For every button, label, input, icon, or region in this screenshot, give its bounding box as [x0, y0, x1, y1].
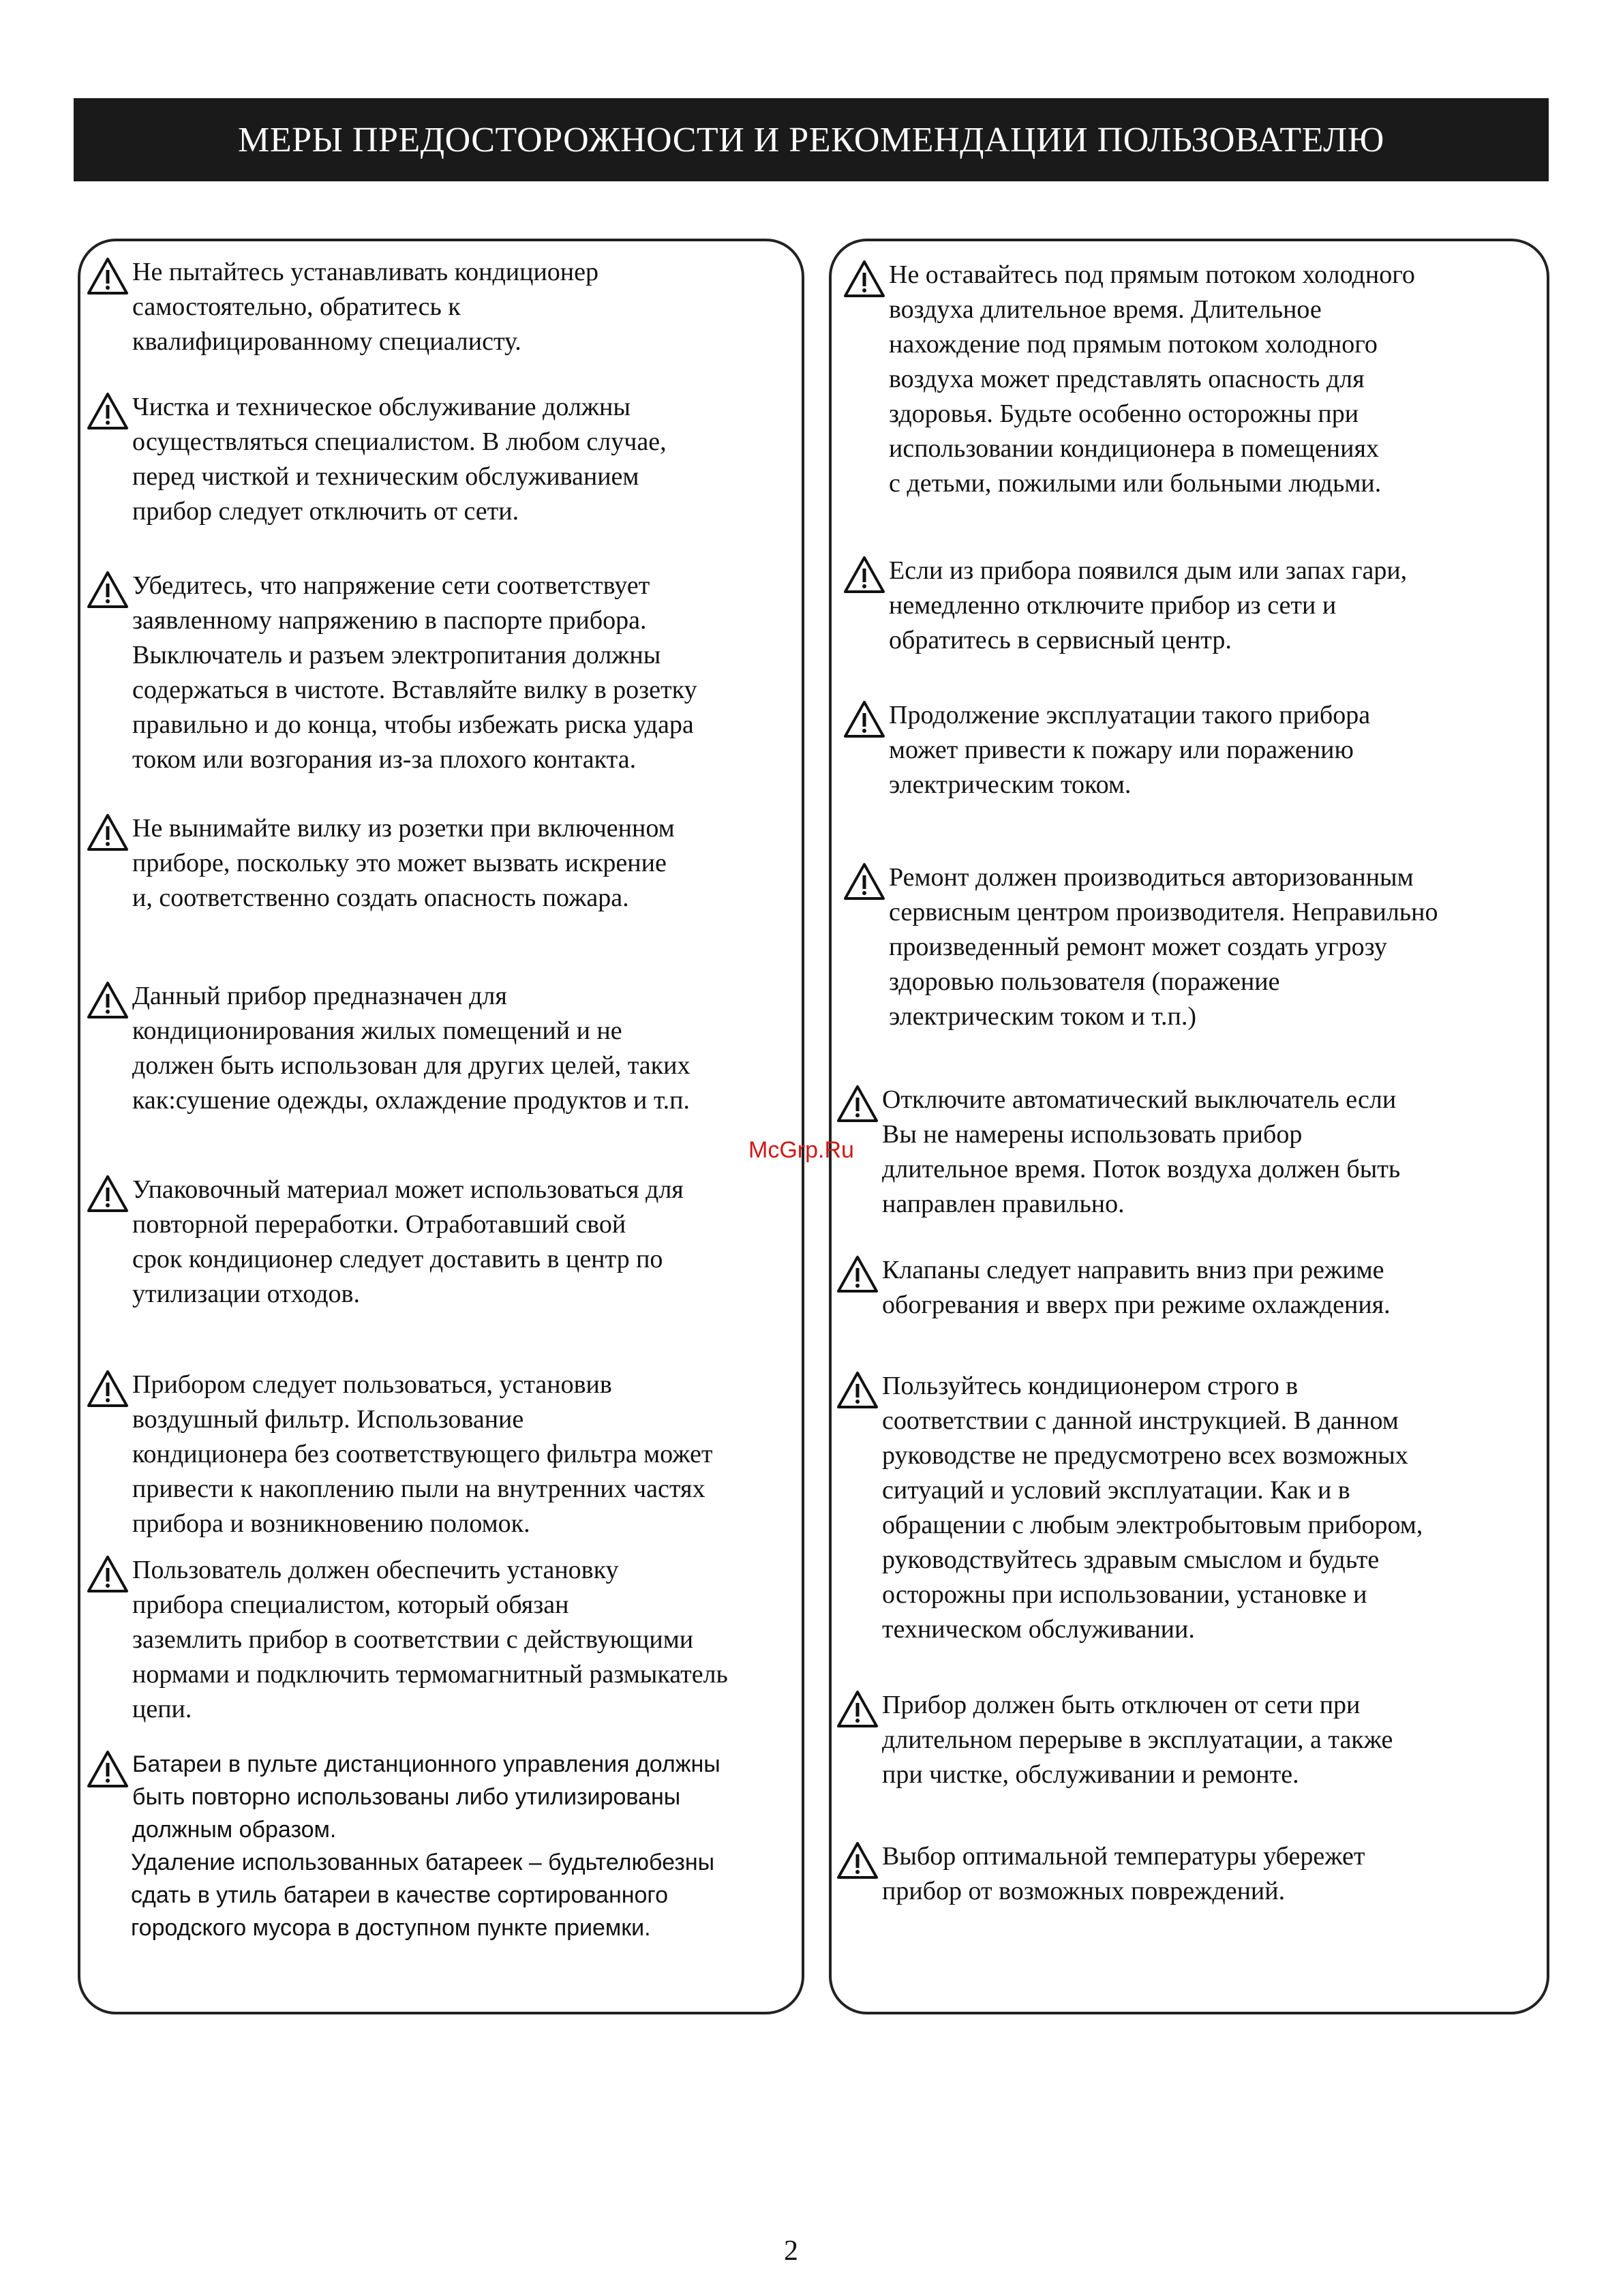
warning-triangle-icon [86, 256, 130, 296]
watermark: McGrp.Ru [748, 1137, 854, 1163]
precaution-text: Упаковочный материал может использоваться для повторной переработки. Отработавший свой срок кондиционер следует доставить в центр по утилизации отходов. [132, 1175, 684, 1308]
precaution-text: Батареи в пульте дистанционного управления должны быть повторно использованы либо утилизированы должным образом. [132, 1751, 721, 1843]
precaution-text: Выбор оптимальной температуры убережет прибор от возможных повреждений. [882, 1842, 1365, 1905]
precaution-item [86, 1553, 795, 1727]
warning-triangle-icon [843, 555, 886, 594]
precaution-text: Если из прибора появился дым или запах гари, немедленно отключите прибор из сети и обратитесь в сервисный центр. [889, 556, 1408, 654]
precaution-item [86, 811, 795, 916]
page-title: МЕРЫ ПРЕДОСТОРОЖНОСТИ И РЕКОМЕНДАЦИИ ПОЛЬЗОВАТЕЛЮ [74, 98, 1549, 181]
precaution-text: Убедитесь, что напряжение сети соответствует заявленному напряжению в паспорте прибора. Выключатель и разъем электропитания должны содержаться в чистоте. Вставляйте вилку в розетку правильно и до конца, чтобы избежать риска удара током или возгорания из-за плохого контакта. [132, 571, 697, 774]
warning-triangle-icon [86, 1554, 130, 1594]
precaution-text: Продолжение эксплуатации такого прибора может привести к пожару или поражению электрическим током. [889, 701, 1371, 799]
warning-triangle-icon [836, 1689, 879, 1729]
warning-triangle-icon [843, 699, 886, 739]
precaution-text: Ремонт должен производиться авторизованным сервисным центром производителя. Неправильно произведенный ремонт может создать угрозу здоровью пользователя (поражение электрическим током и т.п.) [889, 863, 1438, 1031]
warning-triangle-icon [836, 1254, 879, 1294]
precaution-item [86, 1748, 795, 1846]
precaution-text: Данный прибор предназначен для кондиционирования жилых помещений и не должен быть использован для других целей, таких как:сушение одежды, охлаждение продуктов и т.п. [132, 982, 691, 1115]
precaution-item [86, 979, 795, 1118]
precaution-item [843, 860, 1547, 1034]
warning-triangle-icon [86, 570, 130, 609]
precaution-text: Не вынимайте вилку из розетки при включенном приборе, поскольку это может вызвать искрение и, соответственно создать опасность пожара. [132, 814, 675, 912]
warning-triangle-icon [836, 1370, 879, 1410]
warning-triangle-icon [86, 1749, 130, 1789]
warning-triangle-icon [843, 259, 886, 299]
precaution-item [843, 258, 1545, 501]
precaution-item [843, 554, 1545, 658]
warning-triangle-icon [843, 862, 886, 901]
precaution-item [86, 390, 795, 529]
precaution-item [86, 569, 798, 777]
battery-disposal-note: Удаление использованных батареек – будьтелюбезны сдать в утиль батареи в качестве сортированного городского мусора в доступном пункте приемки. [131, 1849, 715, 1941]
precaution-text: Прибором следует пользоваться, установив воздушный фильтр. Использование кондиционера без соответствующего фильтра может привести к накоплению пыли на внутренних частях прибора и возникновению поломок. [132, 1370, 713, 1538]
precaution-text: Чистка и техническое обслуживание должны осуществляться специалистом. В любом случае, перед чисткой и техническим обслуживанием прибор следует отключить от сети. [132, 393, 667, 526]
warning-triangle-icon [86, 391, 130, 431]
warning-triangle-icon [836, 1841, 879, 1880]
precaution-item [86, 1173, 795, 1312]
warning-triangle-icon [86, 813, 130, 852]
precaution-item [836, 1369, 1538, 1647]
warning-triangle-icon [86, 1174, 130, 1213]
precaution-text: Клапаны следует направить вниз при режиме обогревания и вверх при режиме охлаждения. [882, 1256, 1391, 1319]
precaution-text: Пользователь должен обеспечить установку прибора специалистом, который обязан заземлить прибор в соответствии с действующими нормами и подключить термомагнитный размыкатель цепи. [132, 1556, 728, 1723]
warning-triangle-icon [836, 1084, 879, 1123]
precaution-item [836, 1839, 1538, 1909]
precaution-text: Прибор должен быть отключен от сети при длительном перерыве в эксплуатации, а также при чистке, обслуживании и ремонте. [882, 1691, 1393, 1789]
precaution-item [86, 255, 795, 359]
precaution-text: Отключите автоматический выключатель если Вы не намерены использовать прибор длительное время. Поток воздуха должен быть направлен правильно. [882, 1085, 1401, 1218]
warning-triangle-icon [86, 980, 130, 1020]
precaution-item [836, 1083, 1538, 1222]
precaution-item [86, 1368, 795, 1541]
precaution-text: Не пытайтесь устанавливать кондиционер самостоятельно, обратитесь к квалифицированному специалисту. [132, 258, 598, 356]
warning-triangle-icon [86, 1369, 130, 1408]
precaution-item [843, 698, 1545, 802]
precaution-text: Не оставайтесь под прямым потоком холодного воздуха длительное время. Длительное нахождение под прямым потоком холодного воздуха может представлять опасность для здоровья. Будьте особенно осторожны при использовании кондиционера в помещениях с детьми, пожилыми или больными людьми. [889, 260, 1415, 498]
precaution-text: Пользуйтесь кондиционером строго в соответствии с данной инструкцией. В данном руководстве не предусмотрено всех возможных ситуаций и условий эксплуатации. Как и в обращении с любым электробытовым прибором, руководствуйтесь здравым смыслом и будьте осторожны при использовании, установке и техническом обслуживании. [882, 1372, 1423, 1644]
precaution-item [836, 1688, 1538, 1792]
page-number: 2 [784, 2235, 798, 2267]
precaution-item [836, 1253, 1538, 1323]
